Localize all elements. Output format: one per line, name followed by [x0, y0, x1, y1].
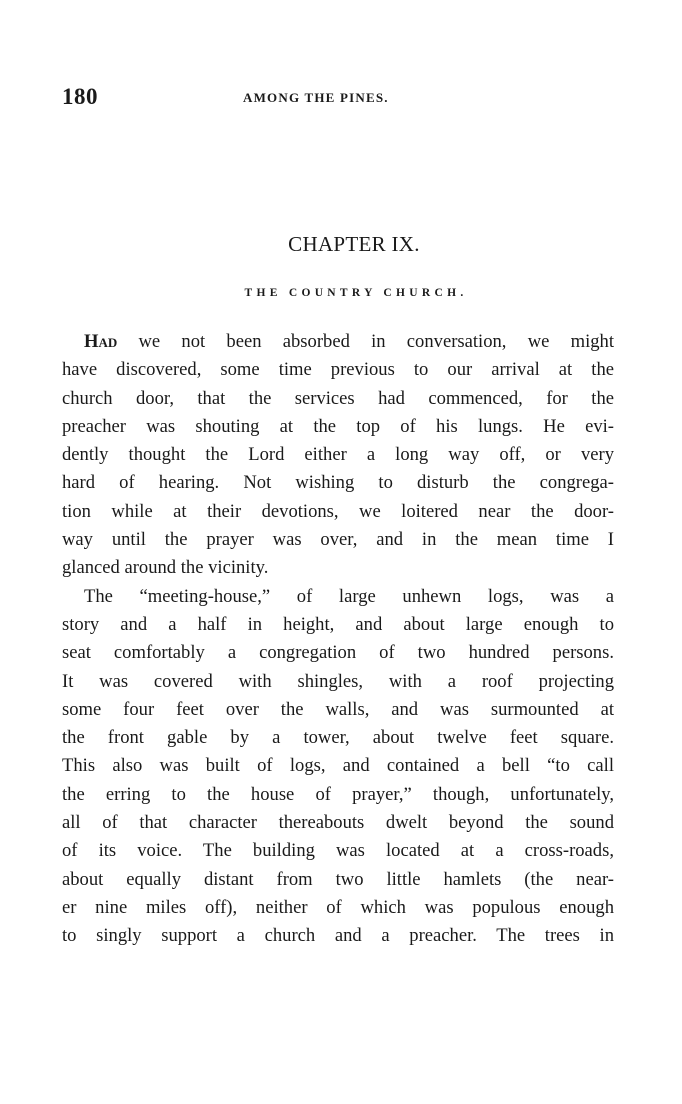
text-line: er nine miles off), neither of which was populous enough	[62, 896, 614, 918]
chapter-subtitle: THE COUNTRY CHURCH.	[244, 287, 468, 299]
text-line: all of that character thereabouts dwelt beyond the sound	[62, 812, 614, 834]
body-text	[62, 328, 614, 951]
text-line: the erring to the house of prayer,” though, unfortunately,	[62, 783, 614, 805]
page-number: 180	[62, 84, 98, 109]
text-line: hard of hearing. Not wishing to disturb the congrega-	[62, 472, 614, 494]
text-line: have discovered, some time previous to our arrival at the	[62, 359, 614, 381]
text-line: way until the prayer was over, and in the mean time I	[62, 529, 614, 551]
text-line: about equally distant from two little hamlets (the near-	[62, 868, 614, 890]
text-line: seat comfortably a congregation of two hundred persons.	[62, 642, 614, 664]
text-line: tion while at their devotions, we loitered near the door-	[62, 500, 614, 522]
running-head: AMONG THE PINES.	[243, 90, 389, 105]
text-line: some four feet over the walls, and was surmounted at	[62, 698, 614, 720]
chapter-title: CHAPTER IX.	[288, 232, 420, 256]
text-line: It was covered with shingles, with a roof projecting	[62, 670, 614, 692]
text-line: the front gable by a tower, about twelve feet square.	[62, 727, 614, 749]
text-line: The “meeting-house,” of large unhewn logs, was a	[84, 585, 614, 607]
text-line: glanced around the vicinity.	[62, 557, 269, 579]
text-line: Had we not been absorbed in conversation, we might	[84, 331, 614, 352]
text-line: story and a half in height, and about large enough to	[62, 613, 614, 635]
text-line: dently thought the Lord either a long way off, or very	[62, 444, 614, 466]
drop-word: Had	[84, 331, 118, 352]
text-line: of its voice. The building was located at a cross-roads,	[62, 840, 614, 862]
text-line: to singly support a church and a preacher. The trees in	[62, 925, 614, 947]
text-line: This also was built of logs, and contained a bell “to call	[62, 755, 614, 777]
text-line: church door, that the services had commenced, for the	[62, 387, 614, 409]
text-line: preacher was shouting at the top of his lungs. He evi-	[62, 415, 614, 437]
